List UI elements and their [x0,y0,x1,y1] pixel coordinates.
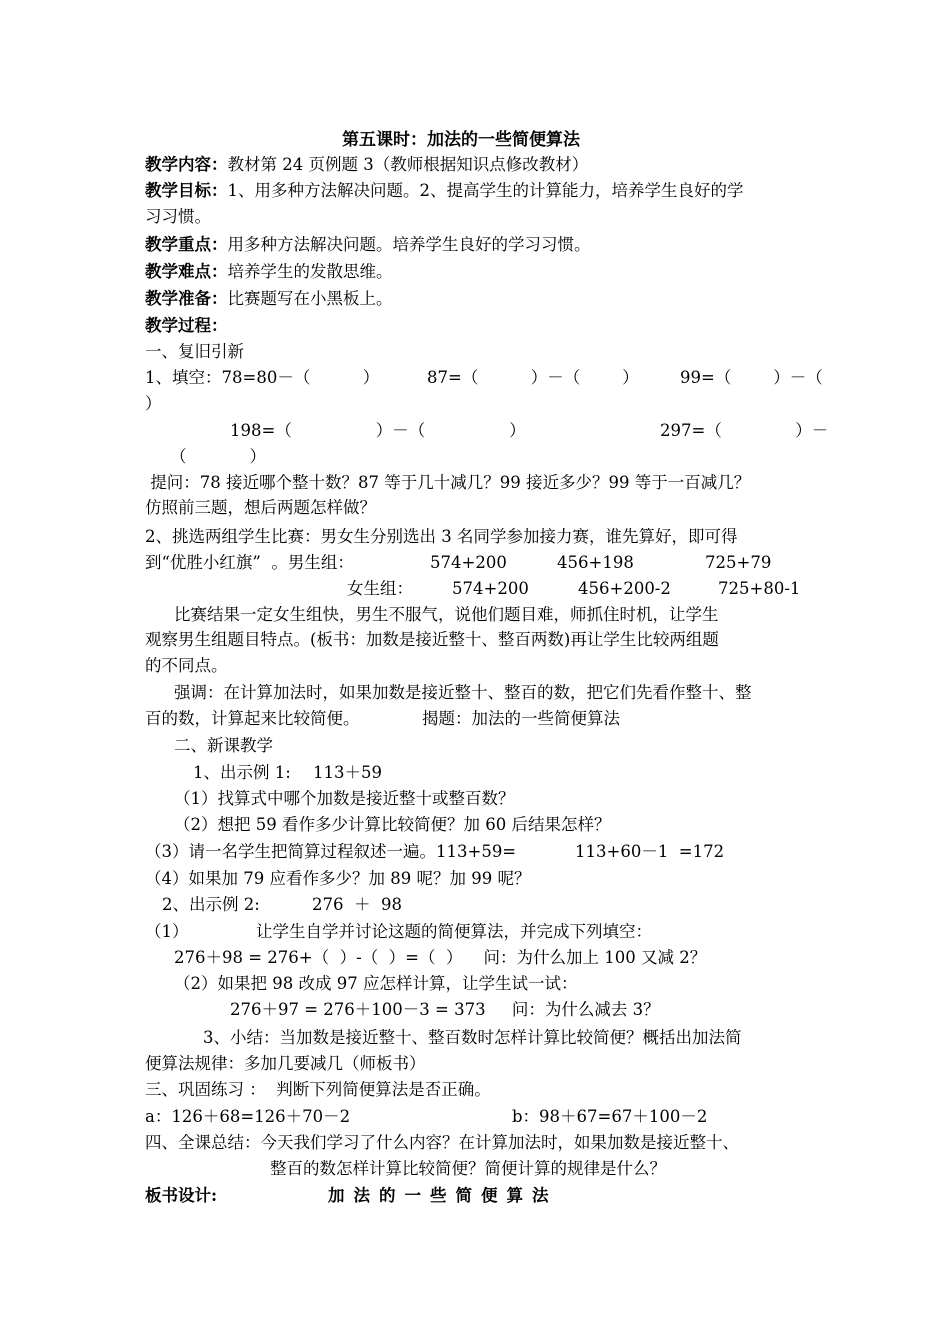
goal-text-cont: 习习惯。 [145,207,211,226]
contest-line-2: 到“优胜小红旗” 。男生组： [145,553,354,572]
example1-q1: （1）找算式中哪个加数是接近整十或整百数？ [174,789,515,808]
page-title: 第五课时：加法的一些简便算法 [342,130,580,150]
section2-heading: 二、新课教学 [174,736,273,755]
key-line [145,237,591,254]
goal-label: 教学目标： [145,181,228,200]
prep-line [145,291,393,308]
practice-item-b: b：98＋67=67＋100－2 [512,1107,708,1126]
example1-expression: 113＋59 [313,763,382,782]
girls-problem-2: 456+200-2 [578,579,671,598]
board-title: 加法的一些简便算法 [328,1186,558,1205]
section4-line-1: 四、全课总结：今天我们学习了什么内容？在计算加法时，如果加数是接近整十、 [145,1133,739,1152]
girls-problem-3: 725+80-1 [718,579,801,598]
result-line-2: 观察男生组题目特点。(板书：加数是接近整十、整百两数)再让学生比较两组题 [145,630,719,649]
practice-item-a: a：126＋68=126＋70－2 [145,1107,351,1126]
example2-q1-number: （1） [145,922,189,941]
contest-line-1: 2、挑选两组学生比赛：男女生分别选出 3 名同学参加接力赛，谁先算好，即可得 [145,527,738,546]
process-label: 教学过程： [145,316,228,335]
section1-heading: 一、复旧引新 [145,342,244,361]
fill-blank-e-end: （ ） [170,447,266,466]
example2-fill: 276＋98 = 276+（ ）-（ ）=（ ） 问：为什么加上 100 又减 2？ [174,948,707,967]
stress-line-2: 百的数，计算起来比较简便。 [145,709,360,728]
boys-problem-1: 574+200 [430,553,507,572]
fill-blank-b: 87=（ ）－（ ） [427,368,639,387]
content-line [145,157,588,174]
board-label: 板书设计: [145,1186,218,1205]
goal-line [145,183,744,200]
question-line-1: 提问：78 接近哪个整十数？87 等于几十减几？99 接近多少？99 等于一百减几？ [145,473,751,492]
girls-problem-1: 574+200 [452,579,529,598]
goal-text: 1、用多种方法解决问题。2、提高学生的计算能力，培养学生良好的学 [227,181,744,200]
example1-q2: （2）想把 59 看作多少计算比较简便？加 60 后结果怎样？ [174,815,611,834]
example2-calc: 276＋97 = 276＋100－3 = 373 问：为什么减去 3？ [230,1000,660,1019]
example1-q4: （4）如果加 79 应看作多少？加 89 呢？加 99 呢？ [145,869,531,888]
example2-q1-text: 让学生自学并讨论这题的简便算法，并完成下列填空： [256,922,652,941]
girls-label: 女生组： [347,579,413,598]
key-text: 用多种方法解决问题。培养学生良好的学习习惯。 [227,235,591,254]
fill-blank-c: 99=（ ）－（ [680,368,823,387]
summary-line-2: 便算法规律：多加几要减几（师板书） [145,1054,426,1073]
difficulty-text: 培养学生的发散思维。 [227,262,393,281]
result-line-3: 的不同点。 [145,656,228,675]
boys-problem-3: 725+79 [705,553,772,572]
fill-blank-e: 297=（ ）－ [660,421,829,440]
stress-line-1: 强调：在计算加法时，如果加数是接近整十、整百的数，把它们先看作整十、整 [174,683,752,702]
key-label: 教学重点： [145,235,228,254]
content-label: 教学内容： [145,155,228,174]
example2-expression: 276 ＋ 98 [312,895,402,914]
section4-line-2: 整百的数怎样计算比较简便？简便计算的规律是什么？ [270,1159,666,1178]
example1-q3-calc: 113+60－1 =172 [575,842,725,861]
prep-label: 教学准备： [145,289,228,308]
fill-blank-a: 1、填空：78=80－（ ） [145,368,380,387]
example2-q2: （2）如果把 98 改成 97 应怎样计算，让学生试一试： [174,974,578,993]
stress-topic: 揭题：加法的一些简便算法 [422,709,620,728]
difficulty-line [145,264,393,281]
fill-blank-c-end: ） [145,394,162,413]
example2-label: 2、出示例 2: [162,895,260,914]
content-text: 教材第 24 页例题 3（教师根据知识点修改教材） [227,155,589,174]
example1-q3: （3）请一名学生把简算过程叙述一遍。113+59= [145,842,517,861]
result-line-1: 比赛结果一定女生组快，男生不服气，说他们题目难，师抓住时机，让学生 [174,605,719,624]
boys-problem-2: 456+198 [557,553,634,572]
example1-label: 1、出示例 1: [193,763,291,782]
summary-line-1: 3、小结：当加数是接近整十、整百数时怎样计算比较简便？概括出加法简 [203,1028,742,1047]
question-line-2: 仿照前三题，想后两题怎样做？ [145,498,376,517]
prep-text: 比赛题写在小黑板上。 [227,289,393,308]
fill-blank-d: 198=（ ）－（ ） [230,421,526,440]
section3-heading: 三、巩固练习 ： 判断下列简便算法是否正确。 [145,1080,491,1099]
difficulty-label: 教学难点： [145,262,228,281]
